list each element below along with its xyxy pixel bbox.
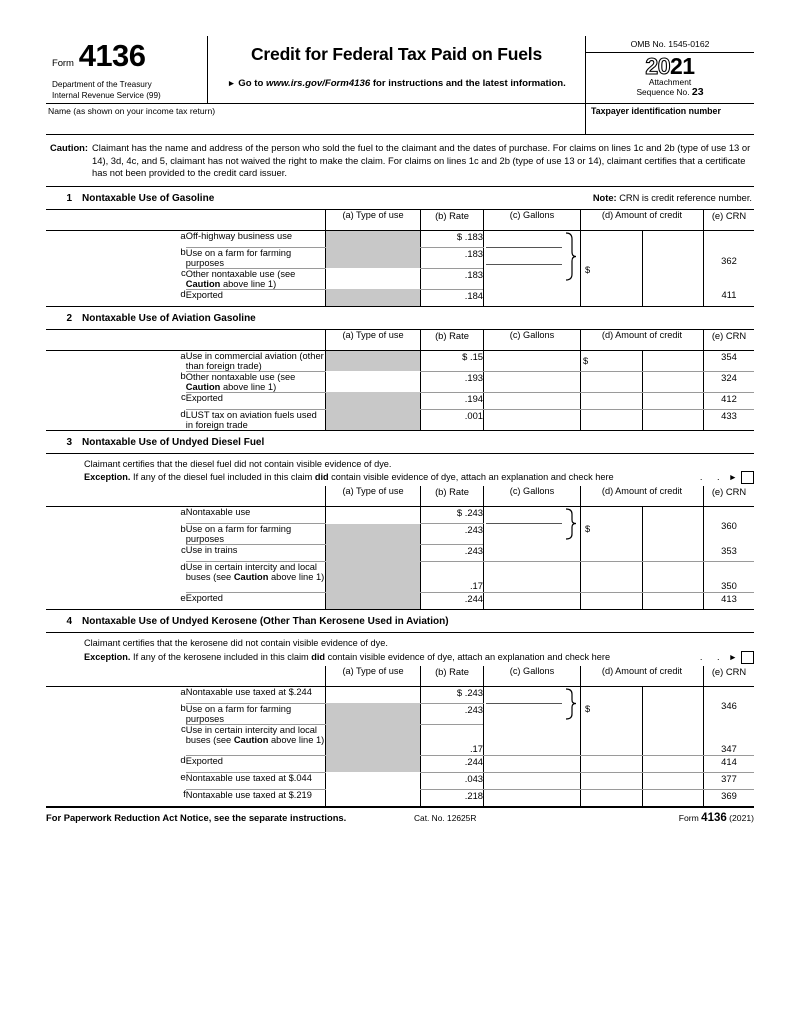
cell-cents[interactable] <box>642 350 704 371</box>
row-description <box>186 268 326 289</box>
row-description: LUST tax on aviation fuels used in foreign trade <box>186 409 326 430</box>
goto-prefix: Go to <box>238 78 264 89</box>
column-header-crn: (e) CRN <box>704 329 755 350</box>
attachment-sequence <box>586 77 754 97</box>
cell-rate: .243 <box>421 524 484 545</box>
column-header-crn: (e) CRN <box>704 209 755 230</box>
cell-rate: .193 <box>421 371 484 392</box>
exception-pre: If any of the kerosene included in this claim <box>130 651 312 662</box>
cell-amount-of-credit[interactable] <box>581 289 643 306</box>
certification-block-4 <box>46 632 754 665</box>
cell-rate: .194 <box>421 392 484 409</box>
row-letter: a <box>180 350 186 362</box>
row-letter: d <box>46 409 186 430</box>
cell-gallons[interactable] <box>484 686 581 724</box>
exception-emphasis: did <box>314 472 329 483</box>
row-description: Exported <box>186 289 326 306</box>
column-header-rate: (b) Rate <box>421 486 484 507</box>
masthead-left <box>46 36 208 103</box>
table-row <box>46 724 754 755</box>
cell-cents[interactable] <box>642 686 704 724</box>
sequence-label: Sequence No. <box>636 87 690 98</box>
table-header-row <box>46 486 754 507</box>
column-header-gallons: (c) Gallons <box>484 329 581 350</box>
cell-rate: $ .243 <box>421 686 484 703</box>
section-number-3: 3 <box>66 436 72 448</box>
column-header-type-of-use: (a) Type of use <box>326 486 421 507</box>
triangle-pointer-icon: ► <box>227 78 236 88</box>
footer-form-label: Form <box>678 812 699 823</box>
department-line-1: Department of the Treasury <box>52 80 152 89</box>
dollar-sign: $ <box>583 355 589 366</box>
table-header-row <box>46 666 754 687</box>
cell-cents[interactable] <box>642 230 704 289</box>
exception-checkbox-3[interactable] <box>741 471 754 484</box>
table-row <box>46 350 754 371</box>
spacer-cell <box>46 329 186 350</box>
cell-gallons[interactable] <box>484 392 581 409</box>
table-row <box>46 545 754 562</box>
column-header-gallons: (c) Gallons <box>484 666 581 687</box>
cell-crn: 350 <box>704 562 755 593</box>
cell-rate: .218 <box>421 789 484 806</box>
table-row <box>46 289 754 306</box>
row-description: Exported <box>186 755 326 772</box>
table-row <box>46 562 754 593</box>
desc-emphasis: Caution <box>185 381 221 392</box>
cell-cents[interactable] <box>642 371 704 392</box>
row-description: Nontaxable use taxed at $.244 <box>186 686 326 703</box>
cell-cents[interactable] <box>642 545 704 562</box>
cell-amount-of-credit[interactable] <box>581 724 643 755</box>
cell-type-of-use <box>326 524 421 545</box>
cell-rate: .184 <box>421 289 484 306</box>
exception-checkbox-4[interactable] <box>741 651 754 664</box>
column-header-amount: (d) Amount of credit <box>581 666 704 687</box>
row-description: Nontaxable use taxed at $.219 <box>186 789 326 806</box>
brace-icon <box>484 507 580 541</box>
table-row <box>46 392 754 409</box>
cell-type-of-use[interactable] <box>326 371 421 392</box>
table-row <box>46 789 754 806</box>
cell-type-of-use <box>326 545 421 562</box>
table-row <box>46 772 754 789</box>
row-letter: c <box>180 544 186 556</box>
table-section-3 <box>46 486 754 610</box>
page-title: Credit for Federal Tax Paid on Fuels <box>250 44 542 64</box>
desc-pre: Other nontaxable use (see <box>185 268 296 279</box>
cell-cents[interactable] <box>642 755 704 772</box>
goto-url[interactable]: www.irs.gov/Form4136 <box>266 78 371 89</box>
cell-gallons[interactable] <box>484 593 581 610</box>
tin-field-label: Taxpayer identification number <box>591 106 721 116</box>
row-letter: a <box>180 507 186 519</box>
form-label: Form <box>52 58 74 69</box>
column-header-rate: (b) Rate <box>421 209 484 230</box>
cell-type-of-use <box>326 703 421 724</box>
goto-suffix: for instructions and the latest information. <box>372 78 566 89</box>
row-description <box>186 724 326 755</box>
cell-gallons[interactable] <box>484 289 581 306</box>
column-header-gallons: (c) Gallons <box>484 209 581 230</box>
certification-block-3 <box>46 453 754 486</box>
cell-rate: .243 <box>421 545 484 562</box>
column-header-type-of-use: (a) Type of use <box>326 666 421 687</box>
desc-pre: Use in certain intercity and local buses (see <box>185 724 318 745</box>
cell-type-of-use <box>326 593 421 610</box>
cell-type-of-use <box>326 755 421 772</box>
table-section-1 <box>46 209 754 307</box>
cell-type-of-use[interactable] <box>326 686 421 703</box>
leader-dots: . . <box>699 472 726 483</box>
goto-line <box>208 78 585 89</box>
table-row <box>46 230 754 247</box>
cell-gallons[interactable] <box>484 350 581 371</box>
row-letter: a <box>180 230 186 242</box>
table-row <box>46 409 754 430</box>
omb-number: OMB No. 1545-0162 <box>586 36 754 53</box>
cell-rate: .244 <box>421 593 484 610</box>
row-description: Use on a farm for farming purposes <box>186 247 326 268</box>
caution-block <box>46 135 754 187</box>
cell-crn: 411 <box>704 289 755 306</box>
cell-rate: .17 <box>421 562 484 593</box>
tax-year-digits: 21 <box>670 53 695 79</box>
exception-line-3 <box>84 471 754 484</box>
table-section-2 <box>46 329 754 431</box>
cell-amount-of-credit[interactable] <box>581 350 643 371</box>
spacer-cell <box>46 666 186 687</box>
triangle-pointer-icon: ► <box>728 472 737 483</box>
attachment-label: Attachment <box>648 77 692 88</box>
row-letter: b <box>180 247 186 259</box>
column-header-crn: (e) CRN <box>704 486 755 507</box>
catalog-number: Cat. No. 12625R <box>414 812 477 823</box>
exception-text-3 <box>84 471 694 483</box>
desc-emphasis: Caution <box>185 278 221 289</box>
cell-crn: 324 <box>704 371 755 392</box>
footer-form-identifier <box>604 812 754 824</box>
dollar-sign: $ <box>585 524 591 535</box>
table-header-row <box>46 209 754 230</box>
form-number: 4136 <box>78 38 146 73</box>
table-header-row <box>46 329 754 350</box>
section-title-4: Nontaxable Use of Undyed Kerosene (Other Than Kerosene Used in Aviation) <box>82 616 449 628</box>
cell-cents[interactable] <box>642 507 704 545</box>
tax-year-century: 20 <box>645 53 670 79</box>
cell-type-of-use[interactable] <box>326 772 421 789</box>
cell-amount-of-credit[interactable] <box>581 686 643 724</box>
cell-cents[interactable] <box>642 772 704 789</box>
exception-text-4 <box>84 651 694 663</box>
footer-year: (2021) <box>729 812 754 823</box>
cell-amount-of-credit[interactable] <box>581 772 643 789</box>
spacer-cell-desc <box>186 666 326 687</box>
cell-crn: 362 <box>704 230 755 289</box>
dollar-sign: $ <box>585 703 591 714</box>
cell-amount-of-credit[interactable] <box>581 392 643 409</box>
brace-icon <box>484 687 580 721</box>
cell-gallons[interactable] <box>484 409 581 430</box>
desc-post: above line 1) <box>268 734 325 745</box>
section-title-2: Nontaxable Use of Aviation Gasoline <box>82 312 256 324</box>
cell-rate: .17 <box>421 724 484 755</box>
section-number-1: 1 <box>66 192 72 204</box>
cell-rate: .043 <box>421 772 484 789</box>
exception-label: Exception. <box>84 651 131 662</box>
cell-type-of-use <box>326 230 421 247</box>
tax-year-block <box>586 53 754 97</box>
cell-crn: 412 <box>704 392 755 409</box>
sequence-number: 23 <box>691 86 704 99</box>
cell-rate: .244 <box>421 755 484 772</box>
cell-crn: 353 <box>704 545 755 562</box>
table-section-4 <box>46 666 754 807</box>
section-header-2 <box>46 307 754 329</box>
cell-cents[interactable] <box>642 392 704 409</box>
section-number-2: 2 <box>66 312 72 324</box>
column-header-amount: (d) Amount of credit <box>581 486 704 507</box>
cell-amount-of-credit[interactable] <box>581 545 643 562</box>
cell-rate: $ .15 <box>421 350 484 371</box>
cell-gallons[interactable] <box>484 724 581 755</box>
row-description <box>186 371 326 392</box>
cell-cents[interactable] <box>642 724 704 755</box>
row-description: Nontaxable use <box>186 507 326 524</box>
column-header-crn: (e) CRN <box>704 666 755 687</box>
cell-crn: 377 <box>704 772 755 789</box>
name-field[interactable] <box>46 104 586 134</box>
cell-cents[interactable] <box>642 593 704 610</box>
form-identifier <box>46 40 207 71</box>
row-letter: d <box>46 289 186 306</box>
triangle-pointer-icon: ► <box>728 651 737 662</box>
section-header-1 <box>46 187 754 209</box>
column-header-amount: (d) Amount of credit <box>581 209 704 230</box>
column-header-rate: (b) Rate <box>421 329 484 350</box>
exception-pre: If any of the diesel fuel included in this claim <box>130 472 315 483</box>
masthead-center <box>208 36 586 103</box>
cell-type-of-use <box>326 392 421 409</box>
cell-type-of-use[interactable] <box>326 268 421 289</box>
cell-amount-of-credit[interactable] <box>581 562 643 593</box>
table-row <box>46 755 754 772</box>
column-header-rate: (b) Rate <box>421 666 484 687</box>
spacer-cell-desc <box>186 486 326 507</box>
cell-crn: 414 <box>704 755 755 772</box>
cell-gallons[interactable] <box>484 230 581 289</box>
leader-dots: . . <box>699 651 726 662</box>
row-letter: d <box>180 755 186 767</box>
desc-emphasis: Caution <box>233 572 269 583</box>
note-label: Note: <box>592 192 617 203</box>
paperwork-notice: For Paperwork Reduction Act Notice, see the separate instructions. <box>46 811 347 823</box>
cell-amount-of-credit[interactable] <box>581 593 643 610</box>
cell-rate: .001 <box>421 409 484 430</box>
cell-crn: 346 <box>704 686 755 724</box>
cell-gallons[interactable] <box>484 507 581 545</box>
row-letter: c <box>180 392 186 404</box>
row-description: Off-highway business use <box>186 230 326 247</box>
row-description: Exported <box>186 392 326 409</box>
desc-pre: Use in certain intercity and local buses (see <box>185 562 318 583</box>
certification-text-4: Claimant certifies that the kerosene did not contain visible evidence of dye. <box>84 638 388 649</box>
exception-line-4 <box>84 651 754 664</box>
cell-crn: 413 <box>704 593 755 610</box>
row-description <box>186 562 326 593</box>
form-footer <box>46 807 754 824</box>
cell-amount-of-credit[interactable] <box>581 371 643 392</box>
cell-gallons[interactable] <box>484 545 581 562</box>
row-letter: d <box>180 561 186 573</box>
section-title-3: Nontaxable Use of Undyed Diesel Fuel <box>82 436 265 448</box>
cell-type-of-use[interactable] <box>326 507 421 524</box>
certification-text-3: Claimant certifies that the diesel fuel did not contain visible evidence of dye. <box>84 458 392 469</box>
section-header-4 <box>46 610 754 632</box>
cell-gallons[interactable] <box>484 562 581 593</box>
row-letter: b <box>180 523 186 535</box>
spacer-cell-desc <box>186 209 326 230</box>
exception-post: contain visible evidence of dye, attach an explanation and check here <box>328 472 614 483</box>
brace-icon <box>484 231 580 282</box>
cell-rate: .183 <box>421 247 484 268</box>
cell-cents[interactable] <box>642 409 704 430</box>
cell-type-of-use <box>326 350 421 371</box>
cell-rate: .183 <box>421 268 484 289</box>
spacer-cell <box>46 486 186 507</box>
dollar-sign: $ <box>585 264 591 275</box>
cell-gallons[interactable] <box>484 755 581 772</box>
cell-rate: .243 <box>421 703 484 724</box>
row-letter: e <box>180 772 186 784</box>
cell-type-of-use <box>326 289 421 306</box>
row-letter: b <box>180 703 186 715</box>
cell-rate: $ .243 <box>421 507 484 524</box>
cell-crn: 369 <box>704 789 755 806</box>
desc-emphasis: Caution <box>233 734 269 745</box>
desc-post: above line 1) <box>220 381 277 392</box>
cell-cents[interactable] <box>642 789 704 806</box>
table-row <box>46 686 754 703</box>
note-text: CRN is credit reference number. <box>619 192 752 203</box>
table-row <box>46 593 754 610</box>
desc-post: above line 1) <box>220 278 277 289</box>
row-description: Nontaxable use taxed at $.044 <box>186 772 326 789</box>
cell-amount-of-credit[interactable] <box>581 789 643 806</box>
column-header-amount: (d) Amount of credit <box>581 329 704 350</box>
table-row <box>46 507 754 524</box>
form-4136 <box>46 36 754 824</box>
masthead-right <box>586 36 754 103</box>
cell-gallons[interactable] <box>484 772 581 789</box>
cell-rate: $ .183 <box>421 230 484 247</box>
desc-pre: Other nontaxable use (see <box>185 371 296 382</box>
spacer-cell <box>46 209 186 230</box>
column-header-type-of-use: (a) Type of use <box>326 209 421 230</box>
spacer-cell-desc <box>186 329 326 350</box>
footer-form-number: 4136 <box>701 811 727 824</box>
exception-label: Exception. <box>84 472 131 483</box>
cell-amount-of-credit[interactable] <box>581 507 643 545</box>
row-description: Exported <box>186 593 326 610</box>
cell-cents[interactable] <box>642 562 704 593</box>
exception-emphasis: did <box>311 651 326 662</box>
row-letter: c <box>180 268 186 280</box>
identity-row <box>46 104 754 135</box>
desc-post: above line 1) <box>268 572 325 583</box>
cell-amount-of-credit[interactable] <box>581 409 643 430</box>
table-row <box>46 371 754 392</box>
row-letter: c <box>180 724 186 736</box>
cell-crn: 433 <box>704 409 755 430</box>
row-letter: b <box>180 371 186 383</box>
department-line-2: Internal Revenue Service (99) <box>52 90 161 100</box>
cell-type-of-use <box>326 247 421 268</box>
cell-amount-of-credit[interactable] <box>581 755 643 772</box>
row-description: Use in trains <box>186 545 326 562</box>
column-header-type-of-use: (a) Type of use <box>326 329 421 350</box>
column-header-gallons: (c) Gallons <box>484 486 581 507</box>
tax-year <box>586 54 754 78</box>
crn-note <box>593 193 752 203</box>
cell-cents[interactable] <box>642 289 704 306</box>
section-header-3 <box>46 431 754 453</box>
section-title-1: Nontaxable Use of Gasoline <box>82 192 215 204</box>
tin-field[interactable] <box>586 104 754 134</box>
name-field-label: Name (as shown on your income tax return) <box>48 106 216 116</box>
row-letter: e <box>46 593 186 610</box>
row-letter: a <box>180 686 186 698</box>
exception-post: contain visible evidence of dye, attach an explanation and check here <box>325 651 611 662</box>
cell-crn: 354 <box>704 350 755 371</box>
cell-type-of-use <box>326 724 421 755</box>
cell-crn: 360 <box>704 507 755 545</box>
section-number-4: 4 <box>66 616 72 628</box>
row-letter: f <box>46 789 186 806</box>
cell-crn: 347 <box>704 724 755 755</box>
row-description: Use in commercial aviation (other than foreign trade) <box>185 350 324 371</box>
form-masthead <box>46 36 754 104</box>
cell-type-of-use[interactable] <box>326 789 421 806</box>
cell-type-of-use <box>326 562 421 593</box>
cell-amount-of-credit[interactable] <box>581 230 643 289</box>
caution-label: Caution: <box>50 142 89 153</box>
department-block <box>46 71 207 101</box>
cell-gallons[interactable] <box>484 789 581 806</box>
cell-gallons[interactable] <box>484 371 581 392</box>
cell-type-of-use <box>326 409 421 430</box>
caution-text: Claimant has the name and address of the person who sold the fuel to the claimant and the dates of purchase. For claims on lines 1c and 2b (type of use 13 or 14), 3d, 4c, and 5, claimant has not waived the right to make the claim. For claims on lines 1c and 2b (type of use 13 or 14), claimant certifies that a certificate has not been provided to the credit card issuer. <box>92 142 751 179</box>
row-description: Use on a farm for farming purposes <box>186 524 326 545</box>
row-description: Use on a farm for farming purposes <box>186 703 326 724</box>
